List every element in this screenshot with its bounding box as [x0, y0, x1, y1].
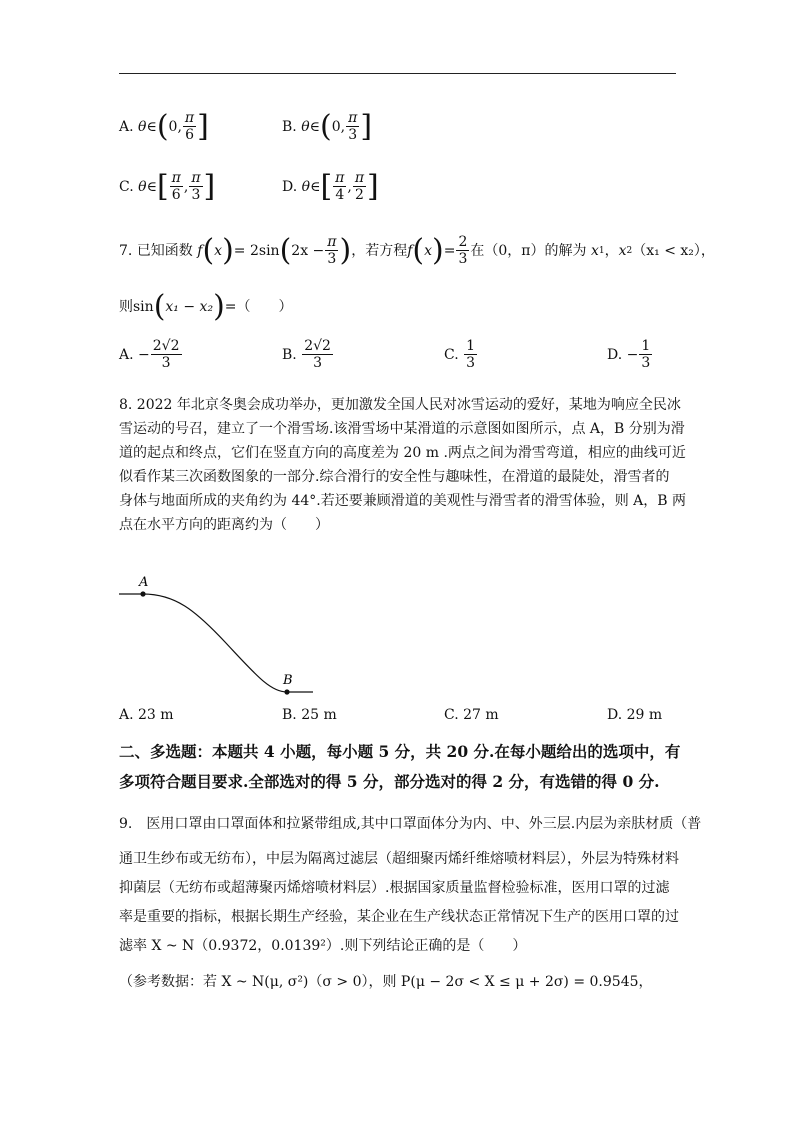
header-rule: [119, 73, 676, 74]
q7-option-b: B. $\frac{2√2}{3}$: [282, 338, 331, 371]
q8-line: 道的起点和终点，它们在竖直方向的高度差为 20 m .两点之间为滑雪弯道，相应的曲线可近: [119, 445, 686, 461]
q8-option-b: B. 25 m: [282, 707, 337, 723]
q9-line: 通卫生纱布或无纺布），中层为隔离过滤层（超细聚丙烯纤维熔喷材料层），外层为特殊材料: [119, 851, 679, 867]
point-a: [140, 591, 145, 596]
q9-line: （参考数据：若 X ~ N(μ, σ²)（σ > 0），则 P(μ − 2σ < X ≤ μ + 2σ) = 0.9545，: [119, 974, 653, 990]
q8-line: 身体与地面所成的夹角约为 44°.若还要兼顾滑道的美观性与滑雪者的滑雪体验，则 A，B 两: [119, 493, 687, 509]
q8-option-a: A. 23 m: [119, 707, 174, 723]
q8-option-d: D. 29 m: [607, 707, 663, 723]
q6-option-b: B. θ ∈ ( 0 , $\frac{\pi}{3}$ ]: [282, 108, 373, 144]
q6-option-d: D. θ ∈ [ $\frac{\pi}{4}$ , $\frac{\pi}{2}$ ]: [282, 168, 379, 204]
label-a: A: [139, 575, 149, 590]
q7-option-c: C. $\frac{1}{3}$: [444, 338, 476, 371]
q7-question: 则 sin ( x₁ − x₂ ) =（ ）: [119, 289, 293, 324]
q8-option-c: C. 27 m: [444, 707, 499, 723]
q8-line: 8. 2022 年北京冬奥会成功举办，更加激发全国人民对冰雪运动的爱好，某地为响应全民冰: [119, 397, 681, 413]
q7-stem: 7. 已知函数 f ( x ) = 2sin ( 2x − $\frac{\pi}{3}$ ) ，若方程 f ( x ) = $\frac{2}{3}$ 在（0，π）的解为 x 1 ， x 2 （x₁ < x₂），: [119, 232, 715, 268]
point-b: [284, 689, 289, 694]
q9-line: 滤率 X ~ N（0.9372，0.0139²）.则下列结论正确的是（ ）: [119, 938, 527, 954]
q8-stem: [119, 393, 687, 537]
q6-option-a: A. θ ∈ ( 0 , $\frac{\pi}{6}$ ]: [119, 108, 209, 144]
section-heading-line: 二、多选题：本题共 4 小题，每小题 5 分，共 20 分.在每小题给出的选项中，有: [119, 742, 681, 761]
q9-line: 抑菌层（无纺布或超薄聚丙烯熔喷材料层）.根据国家质量监督检验标准，医用口罩的过滤: [119, 880, 670, 896]
q8-line: 似看作某三次函数图象的一部分.综合滑行的安全性与趣味性，在滑道的最陡处，滑雪者的: [119, 469, 670, 485]
q7-option-d: D. − $\frac{1}{3}$: [607, 338, 651, 371]
section-heading: [119, 737, 680, 797]
ski-slope-diagram: [115, 570, 325, 700]
label-b: B: [283, 673, 293, 688]
q9-stem: [119, 812, 701, 999]
q8-line: 雪运动的号召，建立了一个滑雪场.该滑雪场中某滑道的示意图如图所示，点 A，B 分别为滑: [119, 421, 685, 437]
section-heading-line: 多项符合题目要求.全部选对的得 5 分，部分选对的得 2 分，有选错的得 0 分.: [119, 772, 660, 791]
q9-line: 9. 医用口罩由口罩面体和拉紧带组成,其中口罩面体分为内、中、外三层.内层为亲肤材质（普: [119, 816, 702, 832]
q9-line: 率是重要的指标，根据长期生产经验，某企业在生产线状态正常情况下生产的医用口罩的过: [119, 909, 679, 925]
q8-line: 点在水平方向的距离约为（ ）: [119, 517, 329, 533]
q7-option-a: A. − $\frac{2√2}{3}$: [119, 338, 180, 371]
q6-option-c: C. θ ∈ [ $\frac{\pi}{6}$ , $\frac{\pi}{3}$ ]: [119, 168, 216, 204]
